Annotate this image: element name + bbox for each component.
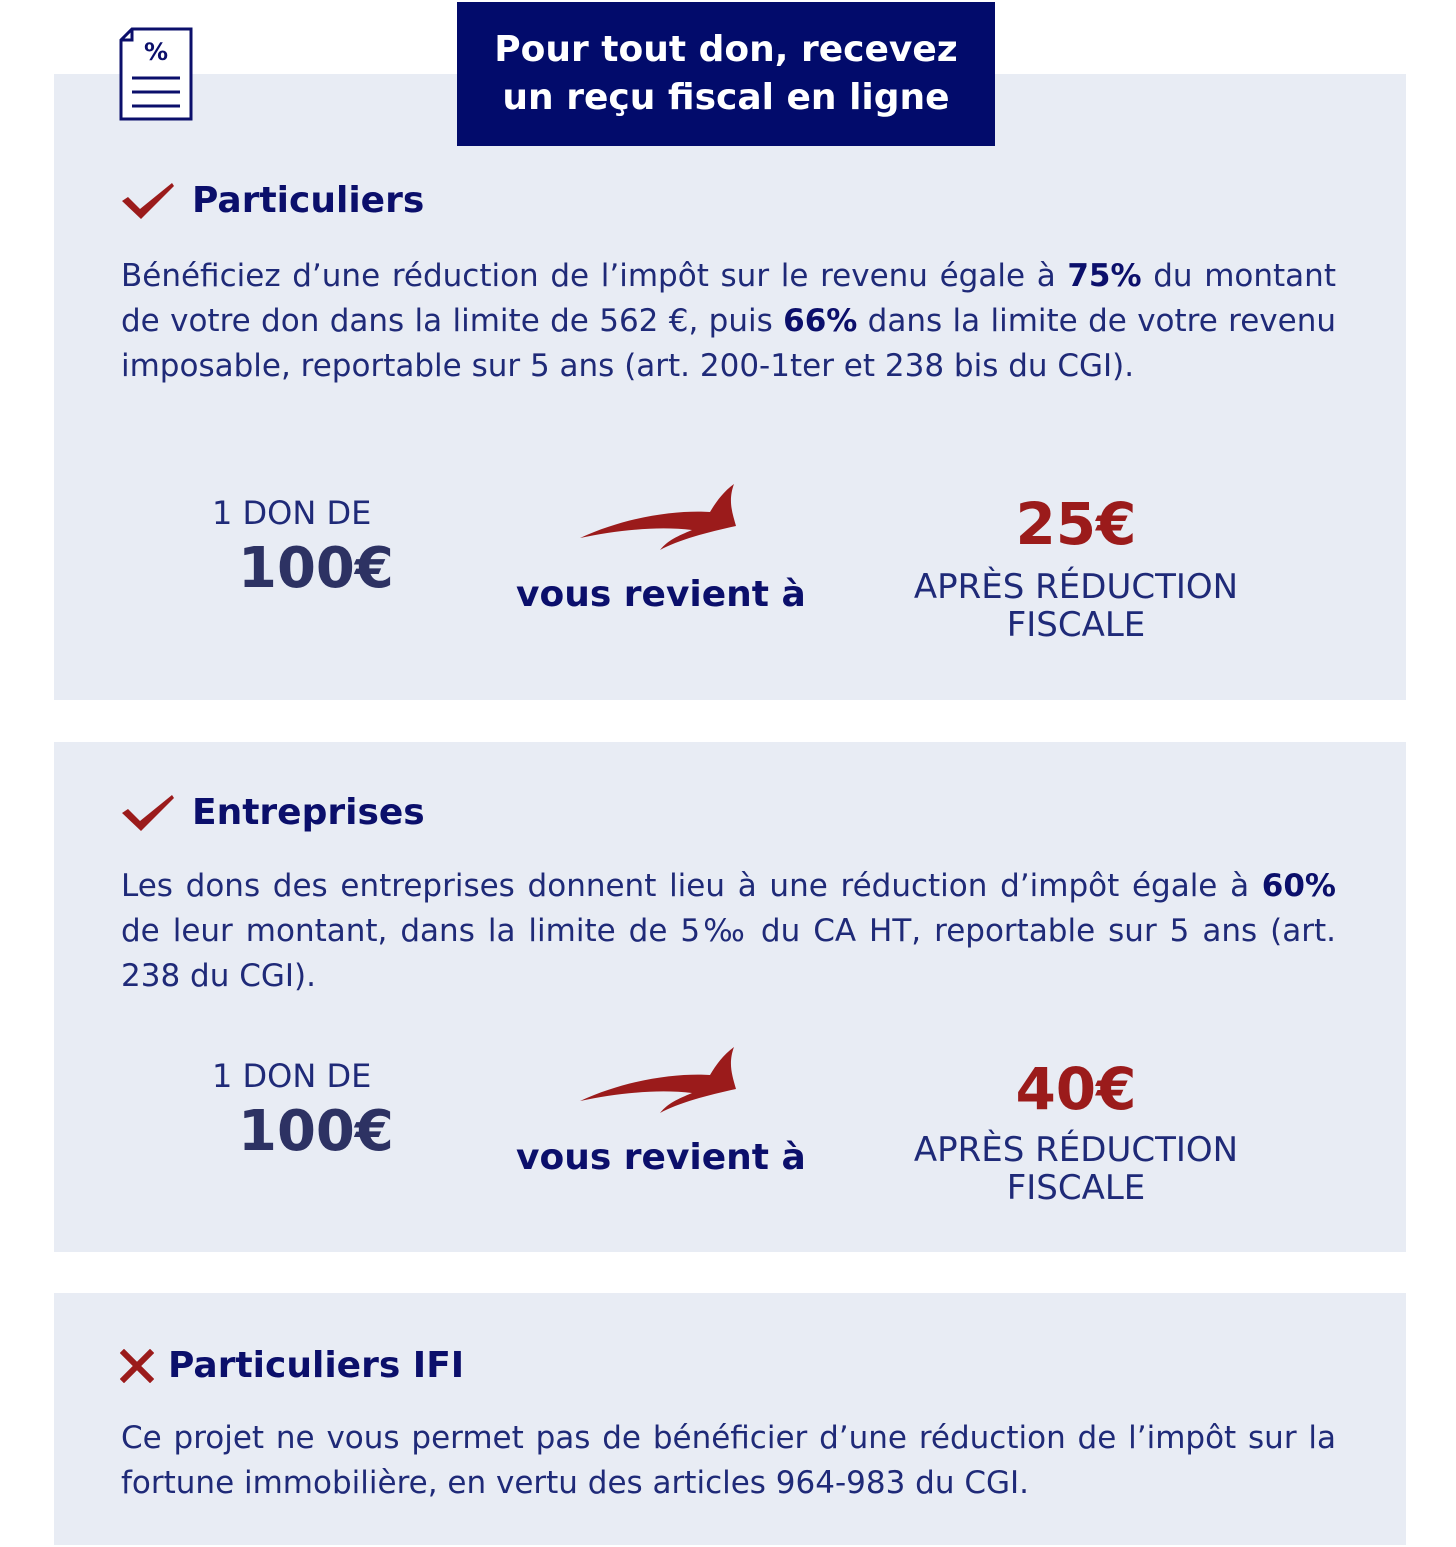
ifi-description: Ce projet ne vous permet pas de bénéficier d’une réduction de l’impôt sur la fortune immobilière, en vertu des articles 964-983 du CGI.	[121, 1420, 1336, 1501]
entreprises-description	[121, 864, 1336, 999]
particuliers-title: Particuliers	[192, 180, 425, 221]
entreprises-rate-60: 60%	[1261, 868, 1336, 904]
ifi-heading	[120, 1345, 464, 1386]
entreprises-text-1: Les dons des entreprises donnent lieu à une réduction d’impôt égale à	[121, 868, 1262, 904]
don-amount: 100€	[238, 536, 394, 601]
entreprises-text-2: de leur montant, dans la limite de 5‰ du CA HT, reportable sur 5 ans (art. 238 du CGI).	[121, 913, 1336, 994]
cross-icon	[120, 1349, 154, 1383]
net-cost-label-line-2: FISCALE	[1006, 1168, 1146, 1208]
net-cost-label-line-1: APRÈS RÉDUCTION	[913, 1130, 1239, 1170]
particuliers-rate-66: 66%	[783, 303, 858, 339]
checkmark-icon	[120, 181, 176, 221]
banner-line-1: Pour tout don, recevez	[494, 29, 958, 70]
particuliers-text-3: dans la limite de votre revenu imposable, reportable sur 5 ans (art. 200-1ter et 238 bis du CGI).	[121, 303, 1336, 384]
net-cost-amount: 25€	[1015, 490, 1137, 558]
entreprises-title: Entreprises	[192, 792, 425, 833]
particuliers-heading	[120, 180, 424, 221]
net-cost-label-line-1: APRÈS RÉDUCTION	[913, 567, 1239, 607]
net-cost-label-line-2: FISCALE	[1006, 605, 1146, 645]
entreprises-heading	[120, 792, 425, 833]
checkmark-icon	[120, 793, 176, 833]
svg-text:%: %	[143, 38, 169, 66]
particuliers-rate-75: 75%	[1067, 258, 1142, 294]
particuliers-description	[121, 254, 1336, 389]
net-cost-label	[880, 1131, 1272, 1207]
swoosh-arrow-icon	[578, 480, 738, 552]
particuliers-text-2: du montant de votre don dans la limite de 562 €, puis	[121, 258, 1336, 339]
net-cost-label	[880, 568, 1272, 644]
particuliers-text-1: Bénéficiez d’une réduction de l’impôt sur le revenu égale à	[121, 258, 1068, 294]
swoosh-arrow-icon	[578, 1043, 738, 1115]
ifi-title: Particuliers IFI	[168, 1345, 465, 1386]
fiscal-receipt-banner	[457, 2, 995, 146]
net-cost-amount: 40€	[1015, 1055, 1137, 1123]
revient-label: vous revient à	[516, 574, 806, 615]
don-label: 1 DON DE	[212, 494, 372, 532]
revient-label: vous revient à	[516, 1137, 806, 1178]
banner-line-2: un reçu fiscal en ligne	[502, 77, 950, 118]
don-amount: 100€	[238, 1099, 394, 1164]
don-label: 1 DON DE	[212, 1057, 372, 1095]
tax-receipt-percent-icon	[118, 26, 194, 122]
